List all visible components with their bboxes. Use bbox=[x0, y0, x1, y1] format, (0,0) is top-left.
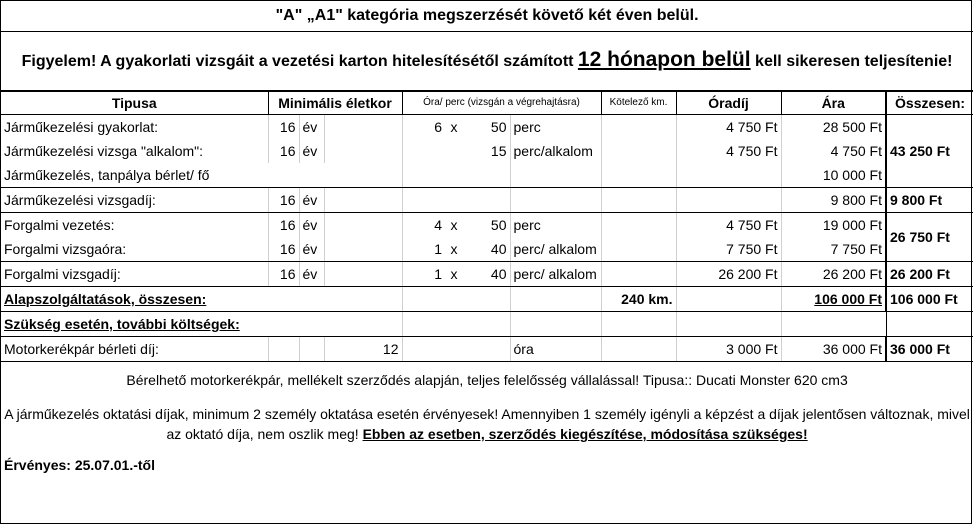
row-price: 9 800 Ft bbox=[781, 188, 886, 213]
row-rate: 4 750 Ft bbox=[676, 213, 781, 238]
rental-name: Motorkerékpár bérleti díj: bbox=[1, 337, 268, 362]
row-count: 6 bbox=[402, 115, 445, 140]
valid-from: Érvényes: 25.07.01.-től bbox=[4, 457, 155, 473]
row-age: 16 bbox=[268, 188, 299, 213]
rental-unit: óra bbox=[510, 337, 601, 362]
row-price: 28 500 Ft bbox=[781, 115, 886, 140]
row-age: 16 bbox=[268, 213, 299, 238]
row-x: x bbox=[450, 119, 458, 135]
row-x: x bbox=[450, 217, 458, 233]
base-km: 240 km. bbox=[601, 287, 676, 312]
group-total-4: 26 200 Ft bbox=[886, 262, 973, 287]
extra-header: Szükség esetén, további költségek: bbox=[1, 312, 402, 337]
row-count: 1 bbox=[402, 237, 445, 262]
rental-rate: 3 000 Ft bbox=[676, 337, 781, 362]
header-hours: Óra/ perc (vizsgán a végrehajtásra) bbox=[402, 91, 601, 115]
warning-highlight: 12 hónapon belül bbox=[577, 48, 751, 71]
row-name: Járműkezelés, tanpálya bérlet/ fő bbox=[1, 163, 402, 188]
row-age-unit: év bbox=[299, 188, 324, 213]
rental-total: 36 000 Ft bbox=[886, 337, 973, 362]
row-count: 1 bbox=[402, 262, 445, 287]
row-name: Forgalmi vizsgadíj: bbox=[1, 262, 268, 287]
warning-prefix: Figyelem! A gyakorlati vizsgáit a vezetési karton hitelesítésétől számított bbox=[21, 53, 578, 70]
extra-header-row bbox=[1, 312, 973, 337]
table-row bbox=[1, 188, 973, 213]
group-total-3: 26 750 Ft bbox=[886, 213, 973, 262]
header-type: Tipusa bbox=[1, 91, 268, 115]
row-price: 7 750 Ft bbox=[781, 237, 886, 262]
row-unit: perc/ alkalom bbox=[510, 262, 601, 287]
header-row bbox=[1, 91, 973, 115]
header-min-age: Minimális életkor bbox=[268, 91, 402, 115]
row-unit: perc bbox=[510, 115, 601, 140]
row-age: 16 bbox=[268, 139, 299, 163]
row-minutes: 50 bbox=[490, 217, 507, 233]
row-name: Járműkezelési vizsgadíj: bbox=[1, 188, 268, 213]
pricing-note bbox=[1, 398, 973, 450]
row-age-unit: év bbox=[299, 213, 324, 238]
row-unit: perc/alkalom bbox=[510, 139, 601, 163]
table-row bbox=[1, 213, 973, 238]
base-total-row bbox=[1, 287, 973, 312]
row-minutes: 15 bbox=[490, 143, 507, 159]
row-unit: perc bbox=[510, 213, 601, 238]
rental-price: 36 000 Ft bbox=[781, 337, 886, 362]
row-age-unit: év bbox=[299, 262, 324, 287]
table-row bbox=[1, 139, 973, 163]
header-total: Összesen: bbox=[886, 91, 973, 115]
header-rate: Óradíj bbox=[676, 91, 781, 115]
row-count: 4 bbox=[402, 213, 445, 238]
group-total-2: 9 800 Ft bbox=[886, 188, 973, 213]
row-age-unit: év bbox=[299, 237, 324, 262]
table-row bbox=[1, 115, 973, 140]
rental-row bbox=[1, 337, 973, 362]
row-minutes: 40 bbox=[463, 237, 510, 262]
row-rate: 7 750 Ft bbox=[676, 237, 781, 262]
header-km: Kötelező km. bbox=[601, 91, 676, 115]
row-x bbox=[445, 139, 463, 163]
page-title: "A" „A1" kategória megszerzését követő két éven belül. bbox=[1, 1, 973, 32]
row-rate: 4 750 Ft bbox=[676, 139, 781, 163]
row-age-unit: év bbox=[299, 139, 324, 163]
base-label: Alapszolgáltatások, összesen: bbox=[1, 287, 402, 312]
warning-text bbox=[1, 32, 973, 92]
row-count bbox=[402, 139, 445, 163]
rental-count: 12 bbox=[324, 337, 402, 362]
row-name: Járműkezelési gyakorlat: bbox=[4, 119, 159, 135]
pricing-note-bold: Ebben az esetben, szerződés kiegészítése, módosítása szükséges! bbox=[362, 426, 808, 442]
base-total: 106 000 Ft bbox=[886, 287, 973, 312]
row-x: x bbox=[445, 262, 463, 287]
row-price: 26 200 Ft bbox=[781, 262, 886, 287]
row-rate: 26 200 Ft bbox=[676, 262, 781, 287]
rental-note: Bérelhető motorkerékpár, mellékelt szerződés alapján, teljes felelősség vállalással! Tipusa:: Ducati Monster 620 cm3 bbox=[126, 372, 848, 388]
row-age: 16 bbox=[268, 262, 299, 287]
row-rate: 4 750 Ft bbox=[676, 115, 781, 140]
row-name: Forgalmi vizsgaóra: bbox=[1, 237, 268, 262]
row-price: 19 000 Ft bbox=[781, 213, 886, 238]
row-price: 10 000 Ft bbox=[781, 163, 886, 188]
row-age: 16 bbox=[268, 237, 299, 262]
table-row bbox=[1, 163, 973, 188]
row-minutes: 50 bbox=[490, 119, 507, 135]
row-x: x bbox=[445, 237, 463, 262]
row-price: 4 750 Ft bbox=[781, 139, 886, 163]
group-total-1: 43 250 Ft bbox=[886, 115, 973, 188]
row-minutes: 40 bbox=[463, 262, 510, 287]
table-row bbox=[1, 237, 973, 262]
table-row bbox=[1, 262, 973, 287]
pricing-note-text: A járműkezelés oktatási díjak, minimum 2 személy oktatása esetén érvényesek! Amennyiben 1 személy igényli a képzést a díjak jelentősen változnak, mivel az oktató díja, nem oszlik meg! bbox=[4, 406, 970, 442]
row-name: Forgalmi vezetés: bbox=[4, 217, 115, 233]
base-price: 106 000 Ft bbox=[781, 287, 886, 312]
price-table bbox=[1, 1, 973, 480]
warning-suffix: kell sikeresen teljesítenie! bbox=[750, 53, 953, 70]
row-age: 16 bbox=[268, 115, 299, 140]
row-name: Járműkezelési vizsga "alkalom": bbox=[4, 143, 204, 159]
header-price: Ára bbox=[781, 91, 886, 115]
row-unit: perc/ alkalom bbox=[510, 237, 601, 262]
row-age-unit: év bbox=[299, 115, 324, 140]
